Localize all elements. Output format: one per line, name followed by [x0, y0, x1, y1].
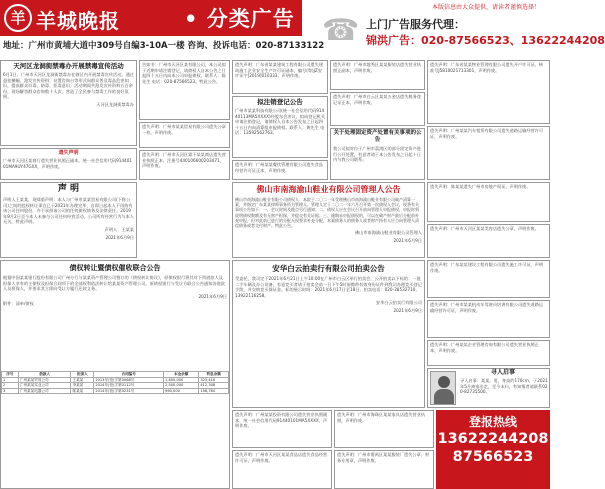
- notice-deregistration: [232, 96, 328, 158]
- notice-body: 广州市天河区某商行遗失营业执照正副本，统一社会信用代码91440101MA9UY47GXX，声明作废。: [3, 158, 133, 169]
- notice-lost: [334, 410, 434, 448]
- notice-body: 遗失声明：广州某某汽车租赁有限公司遗失道路运输经营许可证，声明作废。: [430, 128, 544, 139]
- table-cell: 广州某某电器公司: [18, 388, 71, 394]
- telephone-icon: ☎: [322, 13, 360, 48]
- notice-lost: [232, 160, 328, 180]
- badge-phone-mobile: 13622244208: [437, 431, 549, 447]
- table-cell: 2014年(营)字第0231号: [94, 388, 164, 394]
- table-cell: 2,500,000: [164, 383, 199, 389]
- notice-body: 遗失声明：广州市天河区某某食品店遗失食品经营许可证，声明作废。: [235, 452, 328, 463]
- notice-lost: [427, 300, 550, 338]
- notice-body: 遗失声明：广州市越秀区某某服装店遗失营业执照正副本，声明作废。: [333, 62, 421, 73]
- page-header: [0, 0, 605, 51]
- newspaper-logo: 羊: [4, 4, 32, 32]
- notice-lost: [232, 60, 328, 94]
- newspaper-name: 羊城晚报: [36, 9, 120, 33]
- notice-body: 遗失声明：广东某某建设工程有限公司遗失施工许可证，声明作废。: [430, 262, 544, 273]
- notice-body: 遗失声明：广州某某企业管理咨询有限公司遗失营业执照正本，声明作废。: [430, 342, 539, 353]
- notice-lost: [427, 182, 550, 222]
- notice-body: 遗失声明：广东省某某建筑工程有限公司遗失建筑施工企业安全生产许可证副本，编号(粤)JZ安许证字[2019]010333，声明作废。: [235, 62, 323, 79]
- notice-missing-person: [427, 368, 550, 408]
- badge-title: 登报热线: [468, 415, 517, 429]
- notice-body: 受委托，我司定于2021年6月21日上午10:00在广州市白云区举行拍卖会，公开拍卖以下标的：一批二手车辆及办公设备。有意竞买者请于拍卖会前一日下午5时前携带有效身份证件到我司办理竞买登记手续，并交纳竞买保证金。标的展示时间：2021年6月17日至18日。拍卖电话：020-38532710、13922116258。: [235, 276, 422, 298]
- notice-title: 佛山市南海渝山鞋业有限公司管理人公告: [256, 185, 401, 194]
- table-cell: 2014年(营)字第0112号: [94, 383, 164, 389]
- badge-phone-landline: 87566523: [452, 449, 534, 465]
- notice-date: 2021年6月9日: [393, 237, 422, 243]
- notice-date: 2021年6月9日: [393, 307, 422, 313]
- notice-body: 遗失声明：广东省某某物业管理有限公司遗失开户许可证，核准号J5810021713301，声明作废。: [430, 62, 544, 73]
- table-cell: 2: [2, 383, 19, 389]
- column-header: 序号: [2, 372, 19, 378]
- notice-lost: [232, 410, 332, 448]
- attachment-note: 附件：清单/债权: [3, 301, 34, 307]
- notice-lost: [427, 60, 550, 124]
- notice-asset-disposal: [330, 128, 425, 180]
- table-cell: 李某某: [71, 383, 94, 389]
- notice-title: 声 明: [57, 184, 80, 194]
- notice-lost: [139, 122, 230, 148]
- hotline-box: [318, 12, 605, 50]
- table-cell: 广州某某贸易公司: [18, 377, 71, 383]
- notice-lost: [427, 340, 550, 366]
- notice-title: 天河区龙洞街禁毒办开展禁毒宣传活动: [13, 62, 124, 70]
- notice-body: 遗失声明：广州某某投资有限公司遗失营业执照副本，统一社会信用代码91440101MA5XXXX，声明作废。: [235, 412, 328, 429]
- notice-lost: [427, 224, 550, 258]
- notice-body: 遗失声明：广州某某餐饮管理有限公司遗失食品经营许可证正本，声明作废。: [235, 162, 323, 173]
- notice-body: 我公司拟对位于广州市荔湾区的部分固定资产进行公开处置，有意者请于本公告发布之日起十日内与我公司联系。: [333, 146, 421, 163]
- notice-signature: 佛山市南海渝山鞋业有限公司管理人: [354, 230, 422, 236]
- notice-lost: [427, 126, 550, 180]
- notice-body: 遗失声明：广州市天河区棠下某某商店遗失营业执照正本，注册号440106600203471，声明作废。: [142, 152, 226, 169]
- table-cell: 960,000: [164, 388, 199, 394]
- notice-body: 遗失声明：广州市白云区某某五金店遗失税务登记证正本，声明作废。: [333, 94, 421, 105]
- notice-date: 2021年6月9日: [198, 293, 227, 299]
- section-title: • 分类广告: [184, 7, 295, 31]
- notice-statement: [0, 182, 137, 258]
- column-header: 借款人: [18, 372, 71, 378]
- table-cell: 王某某: [71, 377, 94, 383]
- notice-lost: [330, 60, 425, 90]
- notice-signature: 天河区龙洞街禁毒办: [96, 101, 134, 107]
- notice-body: 广州市某某科技有限公司(统一社会信用代码91440113MA5XXXX)经股东会决议，拟向登记机关申请注销登记，请债权人自本公告发布之日起四十五日内向清算组申报债权。联系人：黄先生 电话：13592562763。: [235, 108, 326, 136]
- table-cell: 158,764: [199, 388, 229, 394]
- table-cell: 2013年(营)字第0068号: [94, 377, 164, 383]
- notice-body: 6月1日，广州市天河区龙洞街禁毒办在辖区内开展禁毒宣传活动，通过悬挂横幅、派发宣传资料、设置咨询台等形式向群众普及毒品危害知识，提高群众识毒、防毒、拒毒意识。活动期间共派发宣传资料五百余份，现场解答群众咨询数十人次，营造了全民参与禁毒工作的良好氛围。: [3, 72, 134, 100]
- notice-title: 拟注销登记公告: [257, 98, 303, 106]
- table-cell: 3: [2, 388, 19, 394]
- notice-lost: [334, 450, 434, 489]
- table-cell: 1: [2, 377, 19, 383]
- column-header: 利息余额: [199, 372, 229, 378]
- notice-lost: [139, 150, 230, 180]
- notice-title: 遗失声明: [58, 150, 79, 156]
- notice-body: 遗失声明：广州市某某贸易有限公司遗失公章一枚，声明作废。: [142, 124, 226, 135]
- notice-body: 声明人王某某，现郑重声明：本人与广州市某某贸易有限公司(下称公司)之间的股权转让事宜已于2021年办理完毕，自即日起本人不再持有该公司任何股份，亦不承担该公司的任何债权债务及法律责任。2019年9月2日至今本人未参与公司任何经营活动，公司所有经营行为与本人无关。特此声明。: [3, 197, 134, 225]
- column-header: 本金余额: [164, 372, 199, 378]
- table-cell: 412,308: [199, 383, 229, 389]
- hotline-numbers: 锦洪广告：020-87566523、13622244208: [366, 34, 605, 47]
- notice-title: 关于处理固定资产处置有关事项的公告: [333, 130, 422, 143]
- notice-body: 遗失声明：广州市天河区某某美容店遗失公章，声明作废。: [430, 226, 539, 231]
- notice-debt-transfer: [0, 260, 230, 489]
- notice-signature: 安华白云拍卖行有限公司: [375, 300, 422, 306]
- table-cell: 陈某某: [71, 388, 94, 394]
- notice-drug-campaign: [0, 60, 137, 146]
- notice-body: 寻人启事：某某，男，身高约170cm，于2021年5月离家出走，至今未归，有知情者请联系020-82735500。: [460, 378, 548, 395]
- notice-title: 债权转让暨债权催收联合公告: [69, 264, 161, 272]
- notice-signature: 声明人：王某某: [104, 226, 134, 232]
- ad-hotline-badge: [436, 410, 550, 489]
- address-line: 地址：广州市黄埔大道中309号自编3-10A一楼 咨询、投诉电话：020-87133122: [3, 41, 325, 51]
- table-cell: 1,800,000: [164, 377, 199, 383]
- notice-bankruptcy-administrator: [232, 182, 425, 258]
- notice-lost: [232, 450, 332, 489]
- notice-date: 2021年6月9日: [105, 234, 134, 240]
- notice-body: 遗失声明：广州市某某机动车驾驶员培训有限公司遗失道路运输经营许可证，声明作废。: [430, 302, 544, 313]
- notice-body: 遗失声明：广州市番禺区某某服装厂遗失公章、财务专用章，声明作废。: [337, 452, 430, 463]
- notice-body: 遗失声明：广州市海珠区某某家具店遗失营业执照，声明作废。: [337, 412, 425, 423]
- notice-lost: [330, 92, 425, 126]
- table-row: [2, 388, 229, 394]
- notice-body: 佛山市南海渝山鞋业有限公司债权人：本院于二〇二一年受理佛山市南海渝山鞋业有限公司破产清算一案，并指定广东某某律师事务所为管理人。管理人定于二〇二一年六月召开第一次债权人会议，现将有关事项公告如下：一、会议时间及地点另行通知；二、债权人应在会议召开前向管理人申报债权，申报时须说明债权数额及有无财产担保，并提交有关证据；三、逾期未申报债权的，可以在破产财产最后分配前补充申报，但对此前已进行的分配无权要求补充分配。本案债务人的债务人或者财产持有人应当向管理人清偿债务或者交付财产。特此公告。: [235, 197, 419, 229]
- person-photo: [430, 371, 456, 405]
- notice-body: 告知书：广州市天河区某有限公司，本公司拟于近期申请注销登记，请债权人自本公告之日起四十五日内向本公司申报债权。联系人：陈先生 电话：020-87566523。特此公告。: [142, 62, 226, 84]
- table-cell: 325,416: [199, 377, 229, 383]
- notice-lost: [0, 148, 137, 180]
- column-header: 合同编号: [94, 372, 164, 378]
- notice-title: 寻人启事: [490, 369, 515, 376]
- debt-table: [1, 371, 229, 394]
- notice-title: 安华白云拍卖行有限公司拍卖公告: [272, 264, 385, 273]
- notice-body: 遗失声明：陈某某遗失广州市房地产权证，声明作废。: [430, 184, 531, 189]
- disclaimer-tagline: 本版信息由大众提供，请读者谨慎选择！: [432, 4, 541, 11]
- masthead-band: [0, 0, 302, 36]
- notice-deregistration: [139, 60, 230, 120]
- notice-lost: [427, 260, 550, 298]
- hotline-title: 上门广告服务代理：: [366, 18, 465, 31]
- column-header: 担保人: [71, 372, 94, 378]
- notice-body: 根据中国某某银行股份有限公司广州分行与某某资产管理公司签订的《债权转让协议》，原债权银行将其对下列借款人及担保人享有的主债权及担保合同项下的全部权利依法转让给某某资产管理公司。原债权银行与受让方联合公告通知各借款人及担保人，并要求其立即向受让方履行还款义务。: [3, 275, 225, 292]
- table-cell: 广州某某实业公司: [18, 383, 71, 389]
- notice-auction: [232, 260, 425, 408]
